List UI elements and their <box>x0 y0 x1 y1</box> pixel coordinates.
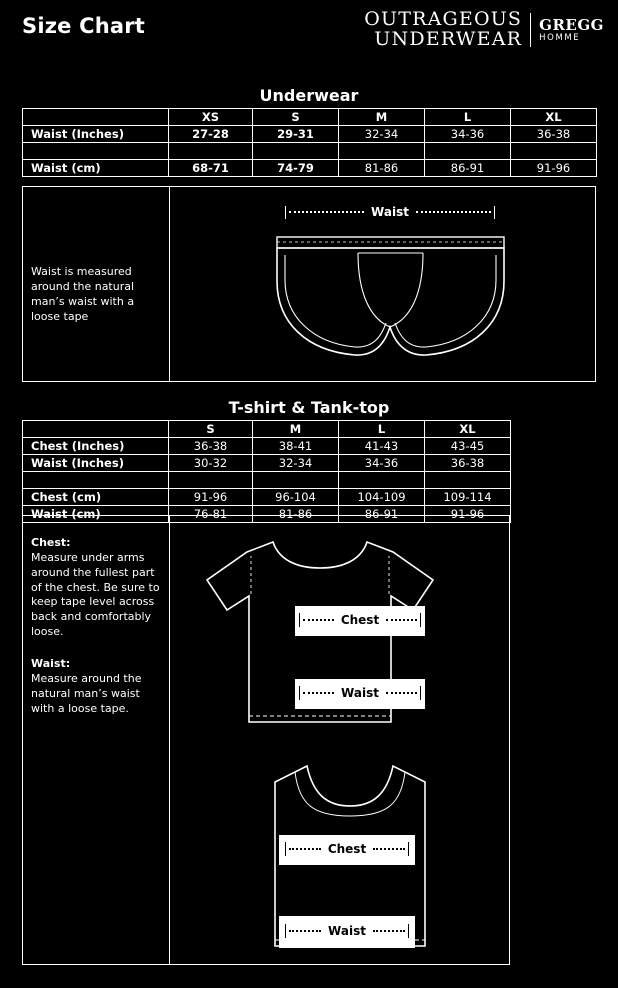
measure-dots-left <box>289 211 364 213</box>
cell-waist-in-m: 32-34 <box>253 455 339 472</box>
cell-waist-cm-m: 81-86 <box>253 506 339 523</box>
measure-dots-left <box>289 848 321 850</box>
tank-chest-label: Chest <box>327 842 367 856</box>
page-header <box>0 0 618 68</box>
table-header-row <box>23 109 597 126</box>
cell-waist-in-xl: 36-38 <box>511 126 597 143</box>
cell-chest-in-xl: 43-45 <box>425 438 511 455</box>
table-row <box>23 489 511 506</box>
waist-note <box>31 657 163 716</box>
measure-dots-right <box>386 619 417 621</box>
cell-waist-cm-xl: 91-96 <box>425 506 511 523</box>
tee-chest-label: Chest <box>340 613 380 627</box>
measure-cap-left <box>285 206 286 219</box>
underwear-size-table <box>22 108 597 177</box>
measure-dots-right <box>386 692 417 694</box>
cell-waist-in-s: 30-32 <box>169 455 253 472</box>
table-header-row <box>23 421 511 438</box>
col-head-xs: XS <box>169 109 253 126</box>
page-title: Size Chart <box>22 14 146 38</box>
cell-chest-in-s: 36-38 <box>169 438 253 455</box>
measure-dots-right <box>416 211 491 213</box>
cell-chest-in-l: 41-43 <box>339 438 425 455</box>
cell-chest-cm-s: 91-96 <box>169 489 253 506</box>
row-label-chest-cm: Chest (cm) <box>23 489 169 506</box>
table-row <box>23 438 511 455</box>
cell-waist-in-l: 34-36 <box>339 455 425 472</box>
table-row <box>23 455 511 472</box>
table-row <box>23 160 597 177</box>
tee-chest-measure <box>299 612 421 628</box>
chest-note <box>31 536 163 640</box>
col-head-s: S <box>169 421 253 438</box>
tshirt-section-title: T-shirt & Tank-top <box>228 398 390 417</box>
col-head-xl: XL <box>425 421 511 438</box>
brand-logo <box>364 10 604 50</box>
table-spacer-row <box>23 472 511 489</box>
tshirt-diagram-panel <box>22 515 510 965</box>
measure-cap-left <box>285 842 286 856</box>
brief-illustration <box>263 235 518 365</box>
cell-waist-cm-m: 81-86 <box>339 160 425 177</box>
measure-dots-left <box>303 692 334 694</box>
underwear-diagram-panel <box>22 186 596 382</box>
measure-cap-left <box>299 686 300 700</box>
underwear-waist-measure <box>285 205 495 219</box>
cell-waist-in-xl: 36-38 <box>425 455 511 472</box>
tank-waist-measure <box>285 923 409 939</box>
cell-chest-cm-l: 104-109 <box>339 489 425 506</box>
measure-cap-left <box>299 613 300 627</box>
waist-note-heading: Waist: <box>31 657 71 670</box>
row-label-chest-inches: Chest (Inches) <box>23 438 169 455</box>
tshirt-size-table <box>22 420 511 523</box>
chest-note-heading: Chest: <box>31 536 71 549</box>
tank-waist-label: Waist <box>328 924 366 938</box>
cell-waist-cm-l: 86-91 <box>339 506 425 523</box>
underwear-section-title: Underwear <box>259 86 359 105</box>
brand-gregg: GREGG <box>539 16 604 35</box>
measure-cap-right <box>420 613 421 627</box>
waist-note-text: Measure around the natural man’s waist with a loose tape. <box>31 671 142 715</box>
col-head-l: L <box>425 109 511 126</box>
brand-divider <box>530 13 531 47</box>
col-head-s: S <box>253 109 339 126</box>
measure-cap-left <box>285 924 286 938</box>
col-head-m: M <box>339 109 425 126</box>
cell-chest-cm-xl: 109-114 <box>425 489 511 506</box>
panel-divider <box>169 187 170 381</box>
measure-cap-right <box>494 206 495 219</box>
table-corner-cell <box>23 109 169 126</box>
underwear-measure-note: Waist is measured around the natural man’s waist with a loose tape <box>31 265 135 323</box>
table-spacer-row <box>23 143 597 160</box>
tank-chest-measure <box>285 841 409 857</box>
measure-cap-right <box>408 842 409 856</box>
cell-waist-in-m: 32-34 <box>339 126 425 143</box>
cell-waist-in-s: 29-31 <box>253 126 339 143</box>
cell-waist-cm-xl: 91-96 <box>511 160 597 177</box>
measure-cap-right <box>408 924 409 938</box>
row-label-waist-cm: Waist (cm) <box>23 506 169 523</box>
tee-waist-measure <box>299 685 421 701</box>
panel-divider <box>169 516 170 964</box>
col-head-m: M <box>253 421 339 438</box>
cell-chest-cm-m: 96-104 <box>253 489 339 506</box>
measure-cap-right <box>420 686 421 700</box>
measure-dots-right <box>373 930 405 932</box>
table-corner-cell <box>23 421 169 438</box>
brand-line-1: OUTRAGEOUS <box>364 8 523 30</box>
tee-waist-label: Waist <box>341 686 379 700</box>
col-head-xl: XL <box>511 109 597 126</box>
row-label-waist-inches: Waist (Inches) <box>23 455 169 472</box>
row-label-waist-inches: Waist (Inches) <box>23 126 169 143</box>
brand-homme: HOMME <box>539 32 581 43</box>
measure-dots-right <box>373 848 405 850</box>
measure-dots-left <box>289 930 321 932</box>
cell-waist-cm-xs: 68-71 <box>169 160 253 177</box>
chest-note-text: Measure under arms around the fullest part of the chest. Be sure to keep tape level across back and comfortably loose. <box>31 550 160 639</box>
cell-waist-cm-s: 76-81 <box>169 506 253 523</box>
col-head-l: L <box>339 421 425 438</box>
table-row <box>23 126 597 143</box>
measure-dots-left <box>303 619 334 621</box>
cell-waist-cm-l: 86-91 <box>425 160 511 177</box>
row-label-waist-cm: Waist (cm) <box>23 160 169 177</box>
cell-waist-in-xs: 27-28 <box>169 126 253 143</box>
cell-chest-in-m: 38-41 <box>253 438 339 455</box>
underwear-waist-label: Waist <box>371 205 409 219</box>
brand-line-2: UNDERWEAR <box>374 27 523 50</box>
cell-waist-in-l: 34-36 <box>425 126 511 143</box>
cell-waist-cm-s: 74-79 <box>253 160 339 177</box>
